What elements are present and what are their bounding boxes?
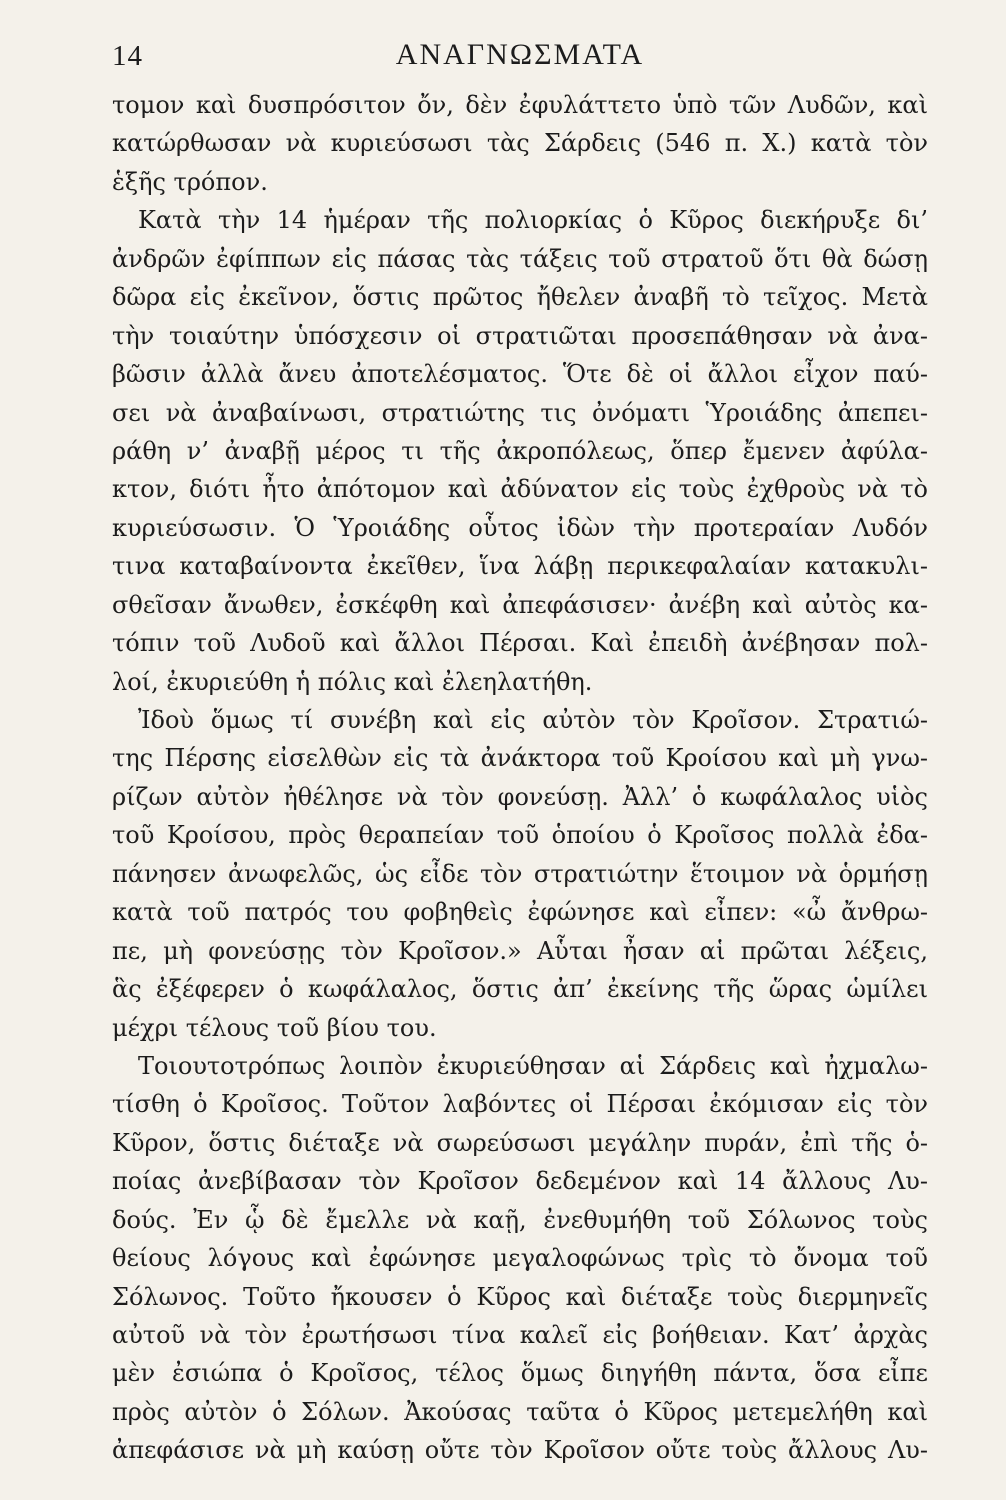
text-line: κατώρθωσαν νὰ κυριεύσωσι τὰς Σάρδεις (546 π. Χ.) κατὰ τὸν: [112, 129, 928, 158]
text-line: σθεῖσαν ἄνωθεν, ἐσκέφθη καὶ ἀπεφάσισεν· ἀνέβη καὶ αὐτὸς κα-: [112, 590, 928, 619]
paragraph: [112, 201, 928, 701]
text-line: ρίζων αὐτὸν ἠθέλησε νὰ τὸν φονεύσῃ. Ἀλλ’ ὁ κωφάλαλος υἱὸς: [112, 782, 928, 811]
running-title: ΑΝΑΓΝΩΣΜΑΤΑ: [395, 38, 645, 71]
text-line: μὲν ἐσιώπα ὁ Κροῖσος, τέλος ὅμως διηγήθη πάντα, ὅσα εἶπε: [112, 1359, 928, 1388]
text-line: τὴν τοιαύτην ὑπόσχεσιν οἱ στρατιῶται προσεπάθησαν νὰ ἀνα-: [112, 321, 928, 350]
paragraph: [112, 701, 928, 1047]
text-line: ράθη ν’ ἀναβῇ μέρος τι τῆς ἀκροπόλεως, ὅπερ ἔμενεν ἀφύλα-: [112, 436, 928, 465]
text-line: πάνησεν ἀνωφελῶς, ὡς εἶδε τὸν στρατιώτην ἕτοιμον νὰ ὁρμήσῃ: [112, 859, 928, 888]
text-line: Κατὰ τὴν 14 ἡμέραν τῆς πολιορκίας ὁ Κῦρος διεκήρυξε δι’: [138, 206, 928, 235]
page-number: 14: [112, 40, 143, 72]
text-line: θείους λόγους καὶ ἐφώνησε μεγαλοφώνως τρὶς τὸ ὄνομα τοῦ: [112, 1244, 928, 1273]
text-line: κτον, διότι ἦτο ἀπότομον καὶ ἀδύνατον εἰς τοὺς ἐχθροὺς νὰ τὸ: [112, 475, 928, 504]
page-body: [112, 86, 928, 1470]
text-line: τινα καταβαίνοντα ἐκεῖθεν, ἵνα λάβῃ περικεφαλαίαν κατακυλι-: [112, 552, 928, 581]
text-line: Σόλωνος. Τοῦτο ἤκουσεν ὁ Κῦρος καὶ διέταξε τοὺς διερμηνεῖς: [112, 1282, 928, 1311]
text-line: τομον καὶ δυσπρόσιτον ὄν, δὲν ἐφυλάττετο ὑπὸ τῶν Λυδῶν, καὶ: [112, 91, 928, 119]
text-line: μέχρι τέλους τοῦ βίου του.: [112, 1013, 437, 1042]
text-line: ἀνδρῶν ἐφίππων εἰς πάσας τὰς τάξεις τοῦ στρατοῦ ὅτι θὰ δώσῃ: [112, 244, 928, 273]
text-line: ποίας ἀνεβίβασαν τὸν Κροῖσον δεδεμένον καὶ 14 ἄλλους Λυ-: [112, 1167, 928, 1196]
text-line: τίσθη ὁ Κροῖσος. Τοῦτον λαβόντες οἱ Πέρσαι ἐκόμισαν εἰς τὸν: [112, 1090, 928, 1119]
text-line: τόπιν τοῦ Λυδοῦ καὶ ἄλλοι Πέρσαι. Καὶ ἐπειδὴ ἀνέβησαν πολ-: [112, 629, 928, 658]
text-line: πε, μὴ φονεύσῃς τὸν Κροῖσον.» Αὗται ἦσαν αἱ πρῶται λέξεις,: [112, 936, 928, 965]
text-line: της Πέρσης εἰσελθὼν εἰς τὰ ἀνάκτορα τοῦ Κροίσου καὶ μὴ γνω-: [112, 744, 928, 773]
text-line: δῶρα εἰς ἐκεῖνον, ὅστις πρῶτος ἤθελεν ἀναβῆ τὸ τεῖχος. Μετὰ: [112, 283, 928, 312]
text-line: πρὸς αὐτὸν ὁ Σόλων. Ἀκούσας ταῦτα ὁ Κῦρος μετεμελήθη καὶ: [112, 1397, 928, 1426]
text-line: τοῦ Κροίσου, πρὸς θεραπείαν τοῦ ὁποίου ὁ Κροῖσος πολλὰ ἐδα-: [112, 821, 928, 850]
text-line: λοί, ἐκυριεύθη ἡ πόλις καὶ ἐλεηλατήθη.: [112, 667, 593, 696]
text-line: Κῦρον, ὅστις διέταξε νὰ σωρεύσωσι μεγάλην πυράν, ἐπὶ τῆς ὁ-: [112, 1128, 928, 1157]
text-line: αὐτοῦ νὰ τὸν ἐρωτήσωσι τίνα καλεῖ εἰς βοήθειαν. Κατ’ ἀρχὰς: [112, 1321, 928, 1349]
text-line: Ἰδοὺ ὅμως τί συνέβη καὶ εἰς αὐτὸν τὸν Κροῖσον. Στρατιώ-: [138, 706, 928, 734]
paragraph: [112, 86, 928, 201]
text-line: σει νὰ ἀναβαίνωσι, στρατιώτης τις ὀνόματι Ὑροιάδης ἀπεπει-: [112, 398, 928, 427]
text-line: ἀπεφάσισε νὰ μὴ καύσῃ οὔτε τὸν Κροῖσον οὔτε τοὺς ἄλλους Λυ-: [112, 1436, 928, 1465]
text-line: δούς. Ἐν ᾧ δὲ ἔμελλε νὰ καῇ, ἐνεθυμήθη τοῦ Σόλωνος τοὺς: [112, 1205, 928, 1234]
page-header: [112, 32, 928, 82]
text-line: βῶσιν ἀλλὰ ἄνευ ἀποτελέσματος. Ὅτε δὲ οἱ ἄλλοι εἶχον παύ-: [112, 360, 928, 389]
text-line: Τοιουτοτρόπως λοιπὸν ἐκυριεύθησαν αἱ Σάρδεις καὶ ἠχμαλω-: [138, 1051, 928, 1080]
text-line: ἃς ἐξέφερεν ὁ κωφάλαλος, ὅστις ἀπ’ ἐκείνης τῆς ὥρας ὡμίλει: [112, 975, 928, 1004]
paragraph: [112, 1047, 928, 1470]
text-line: κυριεύσωσιν. Ὁ Ὑροιάδης οὗτος ἰδὼν τὴν προτεραίαν Λυδόν: [112, 513, 928, 542]
text-line: κατὰ τοῦ πατρός του φοβηθεὶς ἐφώνησε καὶ εἶπεν: «ὦ ἄνθρω-: [112, 898, 928, 927]
text-line: ἑξῆς τρόπον.: [112, 167, 268, 196]
